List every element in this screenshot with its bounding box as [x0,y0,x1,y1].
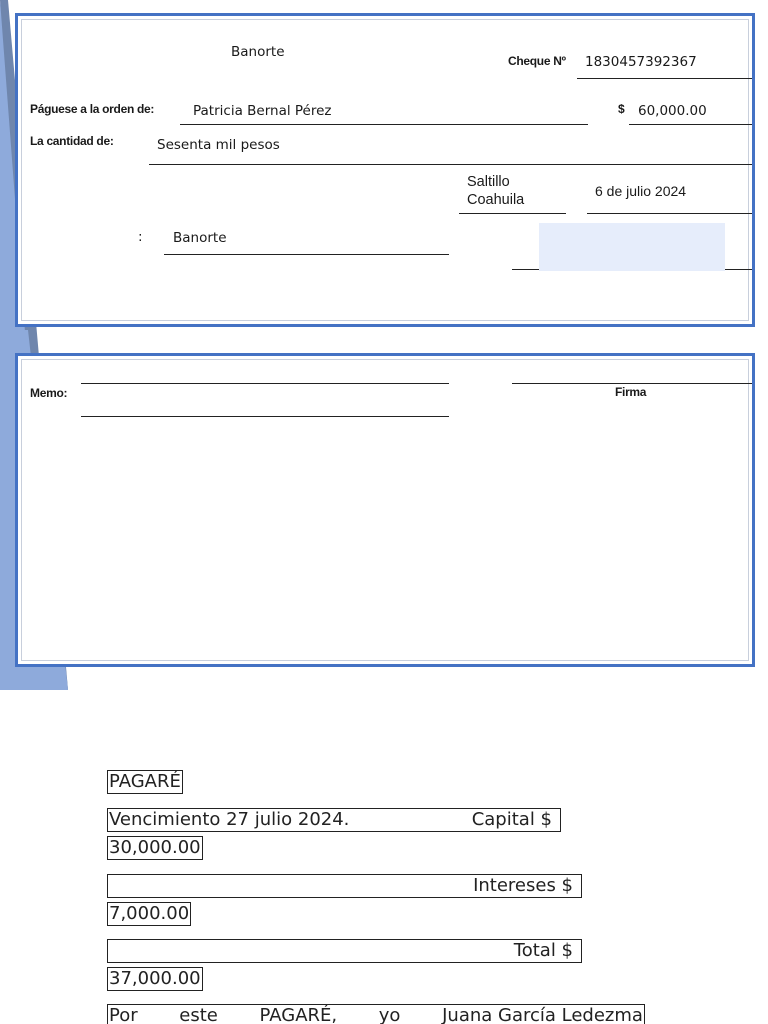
pagare-total-box [107,939,582,963]
pagare-total-label: Total $ [513,940,573,961]
pagare-interest-value: 7,000.00 [109,903,190,924]
pagare-total-value-row [107,967,203,991]
city-line [459,213,566,214]
pagare-capital-label: Capital $ [471,809,552,830]
date-line [587,213,752,214]
pagare-word-4: yo [378,1005,401,1024]
pagare-total-row [107,939,582,969]
memo-line-bottom [81,416,449,417]
memo-line-top [81,383,449,384]
payee-line [180,124,588,125]
city-line-1: Saltillo [467,174,510,190]
cheque-number: 1830457392367 [585,54,697,70]
cheque-number-line [577,78,752,79]
pagare-title: PAGARÉ [109,771,181,792]
pagare-word-5: Juana García Ledezma [442,1005,643,1024]
pagare-interest-box [107,874,582,898]
pagare-capital-value: 30,000.00 [109,837,201,858]
bank-field-value: Banorte [173,230,227,246]
amount-words: Sesenta mil pesos [157,137,280,153]
city-line-2: Coahuila [467,192,525,208]
signature-line [512,383,752,384]
pagare-word-3: PAGARÉ, [259,1005,338,1024]
pagare-capital-box [107,808,561,832]
bank-field-colon: : [138,229,143,245]
signature-field[interactable] [539,223,725,271]
amount-line [629,124,752,125]
pagare-capital-value-row [107,836,203,860]
cheque-number-label: Cheque Nº [508,54,566,68]
amount-words-label: La cantidad de: [30,134,114,148]
signature-line-right [725,269,752,270]
currency-symbol: $ [618,102,625,116]
amount-value: 60,000.00 [638,103,707,119]
bank-name: Banorte [231,44,285,60]
bank-field-line [164,254,449,255]
cheque-front [15,13,755,327]
pagare-capital-row [107,808,577,832]
pagare-due-text: Vencimiento 27 julio 2024. [109,809,350,830]
cheque-back [15,353,755,667]
pagare-total-value: 37,000.00 [109,968,201,989]
signature-label: Firma [615,385,647,399]
cheque-date: 6 de julio 2024 [595,183,687,199]
pagare-interest-value-row [107,902,191,926]
pagare-word-1: Por [109,1005,138,1024]
pagare-interest-label: Intereses $ [473,875,573,896]
pagare-title-row [107,770,183,794]
signature-line-left [512,269,539,270]
memo-label: Memo: [30,386,68,400]
amount-words-line [149,164,752,165]
pagare-word-2: este [179,1005,218,1024]
pay-to-label: Páguese a la orden de: [30,102,155,116]
payee-name: Patricia Bernal Pérez [193,103,332,119]
pagare-interest-row [107,874,582,904]
pagare-statement-row [107,1004,645,1024]
pagare-statement-box [107,1004,645,1024]
